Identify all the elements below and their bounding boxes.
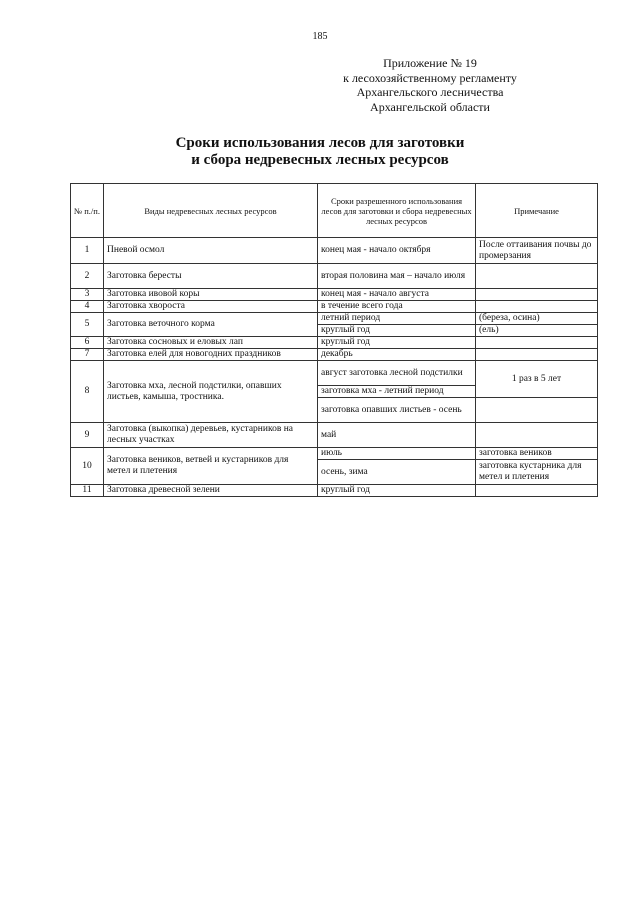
row-resource: Заготовка (выкопка) деревьев, кустарников на лесных участках xyxy=(104,423,318,448)
title-line: и сбора недревесных лесных ресурсов xyxy=(191,152,449,168)
row-period: вторая половина мая – начало июля xyxy=(318,264,476,289)
row-note: (ель) xyxy=(476,325,598,337)
row-note xyxy=(476,289,598,301)
table-row xyxy=(71,485,598,497)
row-resource: Заготовка веточного корма xyxy=(104,313,318,337)
appendix-line: Приложение № 19 xyxy=(383,56,477,70)
row-resource: Заготовка сосновых и еловых лап xyxy=(104,337,318,349)
header-note: Примечание xyxy=(476,184,598,238)
row-note xyxy=(476,301,598,313)
row-note: (береза, осина) xyxy=(476,313,598,325)
row-num: 10 xyxy=(71,448,104,485)
row-note xyxy=(476,349,598,361)
table-row xyxy=(71,238,598,264)
table-row xyxy=(71,448,598,460)
row-period: осень, зима xyxy=(318,460,476,485)
row-num: 3 xyxy=(71,289,104,301)
row-period: круглый год xyxy=(318,337,476,349)
table-row xyxy=(71,361,598,386)
table-row xyxy=(71,313,598,325)
row-period: декабрь xyxy=(318,349,476,361)
row-num: 7 xyxy=(71,349,104,361)
row-num: 9 xyxy=(71,423,104,448)
row-period: конец мая - начало августа xyxy=(318,289,476,301)
row-note xyxy=(476,485,598,497)
row-num: 6 xyxy=(71,337,104,349)
row-note xyxy=(476,423,598,448)
row-note-empty xyxy=(476,398,598,423)
row-period: май xyxy=(318,423,476,448)
row-period: август заготовка лесной подстилки xyxy=(318,361,476,386)
title-line: Сроки использования лесов для заготовки xyxy=(175,135,465,151)
row-period: летний период xyxy=(318,313,476,325)
page-number: 185 xyxy=(312,31,328,42)
table-row xyxy=(71,423,598,448)
row-note: 1 раз в 5 лет xyxy=(476,361,598,398)
appendix-line: Архангельской области xyxy=(370,99,490,114)
resources-table xyxy=(70,183,598,497)
table-row xyxy=(71,264,598,289)
row-num: 11 xyxy=(71,485,104,497)
row-resource: Заготовка елей для новогодних праздников xyxy=(104,349,318,361)
header-num: № п./п. xyxy=(71,184,104,238)
table-row xyxy=(71,301,598,313)
row-resource: Заготовка веников, ветвей и кустарников для метел и плетения xyxy=(104,448,318,485)
table-row xyxy=(71,349,598,361)
row-num: 5 xyxy=(71,313,104,337)
row-resource: Заготовка мха, лесной подстилки, опавших листьев, камыша, тростника. xyxy=(104,361,318,423)
appendix-header xyxy=(300,56,560,114)
row-resource: Заготовка хвороста xyxy=(104,301,318,313)
row-note: После оттаивания почвы до промерзания xyxy=(476,238,598,264)
row-resource: Заготовка ивовой коры xyxy=(104,289,318,301)
row-note xyxy=(476,337,598,349)
header-period: Сроки разрешенного использования лесов для заготовки и сбора недревесных лесных ресурсов xyxy=(318,184,476,238)
row-period: июль xyxy=(318,448,476,460)
table-row xyxy=(71,289,598,301)
row-period: конец мая - начало октября xyxy=(318,238,476,264)
row-period: круглый год xyxy=(318,485,476,497)
table-header-row xyxy=(71,184,598,238)
row-period: круглый год xyxy=(318,325,476,337)
row-resource: Заготовка бересты xyxy=(104,264,318,289)
row-note: заготовка кустарника для метел и плетения xyxy=(476,460,598,485)
row-num: 2 xyxy=(71,264,104,289)
table-row xyxy=(71,337,598,349)
header-resource: Виды недревесных лесных ресурсов xyxy=(104,184,318,238)
row-period: в течение всего года xyxy=(318,301,476,313)
appendix-line: к лесохозяйственному регламенту xyxy=(343,70,517,85)
row-note: заготовка веников xyxy=(476,448,598,460)
document-title xyxy=(0,135,640,169)
row-num: 4 xyxy=(71,301,104,313)
appendix-line: Архангельского лесничества xyxy=(356,85,504,99)
row-resource: Заготовка древесной зелени xyxy=(104,485,318,497)
row-resource: Пневой осмол xyxy=(104,238,318,264)
row-period: заготовка мха - летний период xyxy=(318,386,476,398)
row-note xyxy=(476,264,598,289)
row-period: заготовка опавших листьев - осень xyxy=(318,398,476,423)
row-num: 8 xyxy=(71,361,104,423)
row-num: 1 xyxy=(71,238,104,264)
